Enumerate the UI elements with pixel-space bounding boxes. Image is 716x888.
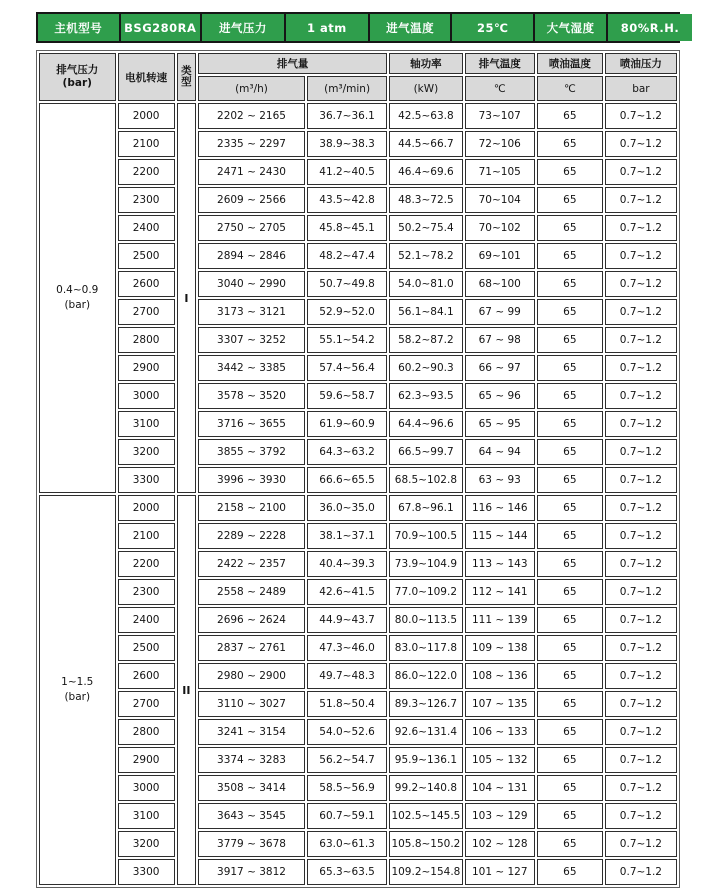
oil-temp-cell: 65 [537,523,603,549]
discharge-volume-m3h-cell: 3241 ~ 3154 [198,719,305,745]
table-row [39,467,677,493]
discharge-volume-m3h-cell: 2558 ~ 2489 [198,579,305,605]
header-unit-oil-pressure: bar [605,76,677,101]
shaft-power-cell: 109.2~154.8 [389,859,462,885]
oil-pressure-cell: 0.7~1.2 [605,495,677,521]
host-model-value: BSG280RA [121,14,200,41]
discharge-volume-m3min-cell: 42.6~41.5 [307,579,387,605]
oil-temp-cell: 65 [537,271,603,297]
shaft-power-cell: 66.5~99.7 [389,439,462,465]
oil-pressure-cell: 0.7~1.2 [605,523,677,549]
shaft-power-cell: 73.9~104.9 [389,551,462,577]
table-row [39,159,677,185]
oil-pressure-cell: 0.7~1.2 [605,691,677,717]
discharge-pressure-range-cell: 0.4~0.9 (bar) [39,103,116,493]
shaft-power-cell: 95.9~136.1 [389,747,462,773]
oil-pressure-cell: 0.7~1.2 [605,747,677,773]
discharge-temp-cell: 66 ~ 97 [465,355,535,381]
discharge-pressure-range-cell: 1~1.5 (bar) [39,495,116,885]
table-row [39,775,677,801]
motor-speed-cell: 3000 [118,383,175,409]
motor-speed-cell: 2500 [118,243,175,269]
oil-temp-cell: 65 [537,159,603,185]
header-type [177,53,196,101]
discharge-temp-cell: 116 ~ 146 [465,495,535,521]
oil-temp-cell: 65 [537,383,603,409]
discharge-volume-m3min-cell: 56.2~54.7 [307,747,387,773]
oil-pressure-cell: 0.7~1.2 [605,579,677,605]
discharge-volume-m3h-cell: 2894 ~ 2846 [198,243,305,269]
motor-speed-cell: 2300 [118,579,175,605]
oil-pressure-cell: 0.7~1.2 [605,859,677,885]
ambient-humidity-value: 80%R.H. [608,14,692,41]
motor-speed-cell: 2400 [118,215,175,241]
shaft-power-cell: 60.2~90.3 [389,355,462,381]
oil-temp-cell: 65 [537,411,603,437]
discharge-volume-m3h-cell: 3110 ~ 3027 [198,691,305,717]
oil-temp-cell: 65 [537,775,603,801]
discharge-temp-cell: 73~107 [465,103,535,129]
motor-speed-cell: 2000 [118,495,175,521]
oil-temp-cell: 65 [537,859,603,885]
motor-speed-cell: 2900 [118,747,175,773]
shaft-power-cell: 70.9~100.5 [389,523,462,549]
discharge-temp-cell: 115 ~ 144 [465,523,535,549]
discharge-volume-m3min-cell: 58.5~56.9 [307,775,387,801]
shaft-power-cell: 99.2~140.8 [389,775,462,801]
discharge-volume-m3min-cell: 49.7~48.3 [307,663,387,689]
table-row [39,551,677,577]
motor-speed-cell: 3100 [118,411,175,437]
oil-temp-cell: 65 [537,635,603,661]
type-cell: I [177,103,196,493]
shaft-power-cell: 58.2~87.2 [389,327,462,353]
oil-pressure-cell: 0.7~1.2 [605,131,677,157]
header-discharge-pressure-text: 排气压力 [56,63,99,76]
discharge-volume-m3h-cell: 2335 ~ 2297 [198,131,305,157]
shaft-power-cell: 89.3~126.7 [389,691,462,717]
table-row [39,691,677,717]
oil-temp-cell: 65 [537,327,603,353]
table-row [39,663,677,689]
shaft-power-cell: 64.4~96.6 [389,411,462,437]
oil-temp-cell: 65 [537,467,603,493]
oil-pressure-cell: 0.7~1.2 [605,607,677,633]
oil-pressure-cell: 0.7~1.2 [605,271,677,297]
oil-pressure-cell: 0.7~1.2 [605,215,677,241]
discharge-temp-cell: 113 ~ 143 [465,551,535,577]
discharge-volume-m3min-cell: 43.5~42.8 [307,187,387,213]
discharge-volume-m3min-cell: 38.9~38.3 [307,131,387,157]
table-row [39,747,677,773]
table-row [39,103,677,129]
oil-temp-cell: 65 [537,579,603,605]
motor-speed-cell: 2900 [118,355,175,381]
discharge-volume-m3h-cell: 3779 ~ 3678 [198,831,305,857]
discharge-volume-m3min-cell: 47.3~46.0 [307,635,387,661]
oil-temp-cell: 65 [537,187,603,213]
discharge-volume-m3h-cell: 2696 ~ 2624 [198,607,305,633]
table-row [39,607,677,633]
header-discharge-temp: 排气温度 [465,53,535,74]
table-row [39,635,677,661]
table-row [39,439,677,465]
discharge-temp-cell: 64 ~ 94 [465,439,535,465]
shaft-power-cell: 102.5~145.5 [389,803,462,829]
motor-speed-cell: 3200 [118,831,175,857]
discharge-volume-m3min-cell: 48.2~47.4 [307,243,387,269]
discharge-volume-m3h-cell: 3578 ~ 3520 [198,383,305,409]
discharge-volume-m3min-cell: 51.8~50.4 [307,691,387,717]
oil-temp-cell: 65 [537,495,603,521]
discharge-volume-m3min-cell: 65.3~63.5 [307,859,387,885]
discharge-temp-cell: 67 ~ 98 [465,327,535,353]
discharge-temp-cell: 107 ~ 135 [465,691,535,717]
discharge-volume-m3min-cell: 36.7~36.1 [307,103,387,129]
motor-speed-cell: 3300 [118,859,175,885]
header-discharge-volume: 排气量 [198,53,387,74]
table-row [39,383,677,409]
oil-temp-cell: 65 [537,243,603,269]
header-discharge-pressure-unit: (bar) [62,77,92,89]
discharge-volume-m3h-cell: 2202 ~ 2165 [198,103,305,129]
discharge-volume-m3min-cell: 55.1~54.2 [307,327,387,353]
oil-pressure-cell: 0.7~1.2 [605,467,677,493]
host-model-label: 主机型号 [38,14,119,41]
discharge-volume-m3h-cell: 3374 ~ 3283 [198,747,305,773]
motor-speed-cell: 2800 [118,327,175,353]
motor-speed-cell: 2700 [118,691,175,717]
shaft-power-cell: 67.8~96.1 [389,495,462,521]
inlet-pressure-label: 进气压力 [202,14,284,41]
oil-temp-cell: 65 [537,355,603,381]
motor-speed-cell: 3200 [118,439,175,465]
discharge-volume-m3min-cell: 38.1~37.1 [307,523,387,549]
oil-temp-cell: 65 [537,439,603,465]
inlet-temp-value: 25℃ [452,14,533,41]
table-row [39,411,677,437]
discharge-volume-m3h-cell: 3307 ~ 3252 [198,327,305,353]
shaft-power-cell: 80.0~113.5 [389,607,462,633]
discharge-volume-m3min-cell: 44.9~43.7 [307,607,387,633]
discharge-volume-m3min-cell: 57.4~56.4 [307,355,387,381]
discharge-temp-cell: 63 ~ 93 [465,467,535,493]
shaft-power-cell: 68.5~102.8 [389,467,462,493]
motor-speed-cell: 2600 [118,271,175,297]
spec-table-header [39,53,677,101]
ambient-humidity-label: 大气湿度 [535,14,606,41]
header-motor-speed: 电机转速 [118,53,175,101]
oil-temp-cell: 65 [537,663,603,689]
discharge-volume-m3h-cell: 3716 ~ 3655 [198,411,305,437]
motor-speed-cell: 2500 [118,635,175,661]
spec-table-wrap [36,50,680,888]
discharge-volume-m3h-cell: 2289 ~ 2228 [198,523,305,549]
motor-speed-cell: 2200 [118,159,175,185]
header-discharge-pressure [39,53,116,101]
oil-temp-cell: 65 [537,551,603,577]
discharge-volume-m3h-cell: 3508 ~ 3414 [198,775,305,801]
discharge-volume-m3min-cell: 63.0~61.3 [307,831,387,857]
table-row [39,299,677,325]
shaft-power-cell: 52.1~78.2 [389,243,462,269]
header-type-char-top: 类 [181,64,192,77]
oil-temp-cell: 65 [537,747,603,773]
discharge-volume-m3min-cell: 66.6~65.5 [307,467,387,493]
table-row [39,327,677,353]
discharge-temp-cell: 67 ~ 99 [465,299,535,325]
discharge-volume-m3h-cell: 2471 ~ 2430 [198,159,305,185]
shaft-power-cell: 105.8~150.2 [389,831,462,857]
discharge-volume-m3h-cell: 2609 ~ 2566 [198,187,305,213]
oil-temp-cell: 65 [537,215,603,241]
discharge-volume-m3h-cell: 2422 ~ 2357 [198,551,305,577]
shaft-power-cell: 54.0~81.0 [389,271,462,297]
discharge-volume-m3h-cell: 2980 ~ 2900 [198,663,305,689]
discharge-volume-m3h-cell: 3442 ~ 3385 [198,355,305,381]
header-unit-m3min: (m³/min) [307,76,387,101]
type-cell: II [177,495,196,885]
discharge-volume-m3min-cell: 52.9~52.0 [307,299,387,325]
table-row [39,579,677,605]
oil-temp-cell: 65 [537,803,603,829]
table-row [39,859,677,885]
shaft-power-cell: 62.3~93.5 [389,383,462,409]
shaft-power-cell: 83.0~117.8 [389,635,462,661]
oil-pressure-cell: 0.7~1.2 [605,411,677,437]
discharge-volume-m3h-cell: 3040 ~ 2990 [198,271,305,297]
table-row [39,271,677,297]
oil-pressure-cell: 0.7~1.2 [605,187,677,213]
header-shaft-power: 轴功率 [389,53,462,74]
discharge-volume-m3h-cell: 3173 ~ 3121 [198,299,305,325]
discharge-temp-cell: 70~104 [465,187,535,213]
discharge-volume-m3min-cell: 50.7~49.8 [307,271,387,297]
shaft-power-cell: 92.6~131.4 [389,719,462,745]
discharge-volume-m3h-cell: 3855 ~ 3792 [198,439,305,465]
shaft-power-cell: 44.5~66.7 [389,131,462,157]
oil-temp-cell: 65 [537,691,603,717]
oil-pressure-cell: 0.7~1.2 [605,243,677,269]
discharge-temp-cell: 72~106 [465,131,535,157]
discharge-volume-m3min-cell: 60.7~59.1 [307,803,387,829]
header-oil-pressure: 喷油压力 [605,53,677,74]
discharge-volume-m3h-cell: 3996 ~ 3930 [198,467,305,493]
oil-pressure-cell: 0.7~1.2 [605,327,677,353]
discharge-volume-m3min-cell: 45.8~45.1 [307,215,387,241]
motor-speed-cell: 2200 [118,551,175,577]
title-band [36,12,680,43]
discharge-volume-m3min-cell: 64.3~63.2 [307,439,387,465]
discharge-temp-cell: 71~105 [465,159,535,185]
header-type-char-bottom: 型 [181,76,192,88]
discharge-temp-cell: 65 ~ 95 [465,411,535,437]
oil-pressure-cell: 0.7~1.2 [605,551,677,577]
oil-temp-cell: 65 [537,831,603,857]
discharge-volume-m3h-cell: 2750 ~ 2705 [198,215,305,241]
discharge-temp-cell: 112 ~ 141 [465,579,535,605]
motor-speed-cell: 3100 [118,803,175,829]
discharge-temp-cell: 103 ~ 129 [465,803,535,829]
discharge-temp-cell: 101 ~ 127 [465,859,535,885]
shaft-power-cell: 56.1~84.1 [389,299,462,325]
shaft-power-cell: 48.3~72.5 [389,187,462,213]
motor-speed-cell: 2400 [118,607,175,633]
spec-table-body [39,103,677,885]
shaft-power-cell: 42.5~63.8 [389,103,462,129]
oil-temp-cell: 65 [537,299,603,325]
discharge-volume-m3min-cell: 54.0~52.6 [307,719,387,745]
discharge-volume-m3h-cell: 2837 ~ 2761 [198,635,305,661]
table-row [39,187,677,213]
spec-table [36,50,680,888]
oil-pressure-cell: 0.7~1.2 [605,831,677,857]
table-row [39,215,677,241]
header-unit-m3h: (m³/h) [198,76,305,101]
table-row [39,495,677,521]
discharge-volume-m3h-cell: 3643 ~ 3545 [198,803,305,829]
header-unit-kw: (kW) [389,76,462,101]
shaft-power-cell: 77.0~109.2 [389,579,462,605]
oil-pressure-cell: 0.7~1.2 [605,635,677,661]
discharge-temp-cell: 109 ~ 138 [465,635,535,661]
table-row [39,243,677,269]
discharge-volume-m3min-cell: 40.4~39.3 [307,551,387,577]
oil-pressure-cell: 0.7~1.2 [605,159,677,185]
motor-speed-cell: 2700 [118,299,175,325]
motor-speed-cell: 2000 [118,103,175,129]
discharge-volume-m3min-cell: 41.2~40.5 [307,159,387,185]
header-oil-temp: 喷油温度 [537,53,603,74]
discharge-volume-m3h-cell: 3917 ~ 3812 [198,859,305,885]
shaft-power-cell: 50.2~75.4 [389,215,462,241]
motor-speed-cell: 2100 [118,131,175,157]
oil-pressure-cell: 0.7~1.2 [605,439,677,465]
oil-temp-cell: 65 [537,103,603,129]
discharge-temp-cell: 104 ~ 131 [465,775,535,801]
oil-pressure-cell: 0.7~1.2 [605,803,677,829]
motor-speed-cell: 2300 [118,187,175,213]
oil-pressure-cell: 0.7~1.2 [605,663,677,689]
oil-pressure-cell: 0.7~1.2 [605,355,677,381]
header-unit-oil-temp: ℃ [537,76,603,101]
discharge-temp-cell: 108 ~ 136 [465,663,535,689]
discharge-temp-cell: 105 ~ 132 [465,747,535,773]
oil-pressure-cell: 0.7~1.2 [605,775,677,801]
oil-temp-cell: 65 [537,131,603,157]
discharge-temp-cell: 69~101 [465,243,535,269]
table-row [39,803,677,829]
table-row [39,719,677,745]
table-row [39,355,677,381]
inlet-pressure-value: 1 atm [286,14,368,41]
discharge-temp-cell: 106 ~ 133 [465,719,535,745]
discharge-volume-m3h-cell: 2158 ~ 2100 [198,495,305,521]
motor-speed-cell: 3300 [118,467,175,493]
discharge-temp-cell: 102 ~ 128 [465,831,535,857]
table-row [39,131,677,157]
discharge-temp-cell: 68~100 [465,271,535,297]
discharge-temp-cell: 70~102 [465,215,535,241]
table-row [39,831,677,857]
header-unit-discharge-temp: ℃ [465,76,535,101]
oil-temp-cell: 65 [537,607,603,633]
motor-speed-cell: 2600 [118,663,175,689]
motor-speed-cell: 2800 [118,719,175,745]
discharge-volume-m3min-cell: 59.6~58.7 [307,383,387,409]
discharge-volume-m3min-cell: 36.0~35.0 [307,495,387,521]
shaft-power-cell: 46.4~69.6 [389,159,462,185]
discharge-volume-m3min-cell: 61.9~60.9 [307,411,387,437]
motor-speed-cell: 2100 [118,523,175,549]
motor-speed-cell: 3000 [118,775,175,801]
oil-temp-cell: 65 [537,719,603,745]
table-row [39,523,677,549]
oil-pressure-cell: 0.7~1.2 [605,719,677,745]
oil-pressure-cell: 0.7~1.2 [605,103,677,129]
discharge-temp-cell: 65 ~ 96 [465,383,535,409]
oil-pressure-cell: 0.7~1.2 [605,383,677,409]
oil-pressure-cell: 0.7~1.2 [605,299,677,325]
inlet-temp-label: 进气温度 [370,14,451,41]
shaft-power-cell: 86.0~122.0 [389,663,462,689]
discharge-temp-cell: 111 ~ 139 [465,607,535,633]
